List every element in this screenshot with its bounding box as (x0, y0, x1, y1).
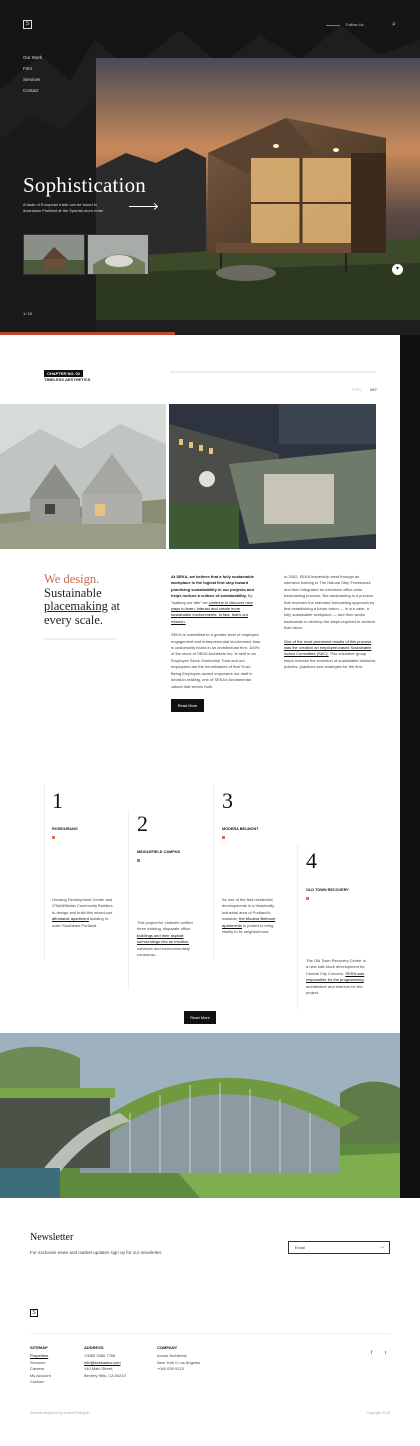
heading-link[interactable]: placemaking (44, 599, 108, 613)
email-placeholder: Email (295, 1245, 306, 1250)
project-number: 1 (52, 788, 63, 813)
project-number: 2 (137, 811, 148, 836)
email-field[interactable] (288, 1241, 390, 1254)
project-marker-icon (52, 836, 55, 839)
newsletter-section (0, 1218, 420, 1278)
sitemap-item-services[interactable]: Services (30, 1359, 46, 1365)
search-icon[interactable]: ⌕ (392, 21, 396, 28)
hero-description: A taste of European trade can be found in downtown Portland at the Spanish-born hotel (23, 202, 103, 214)
sitemap-item-properties[interactable]: Properties (30, 1353, 49, 1358)
desc-text: This project for LinkedIn unified three existing, disparate office (137, 920, 193, 932)
campus-aerial-photo (169, 404, 376, 549)
column-1-link[interactable]: continue to discover new ways to learn, interact and create more sustainable environments. In fact, that's our mission. (171, 599, 253, 624)
scroll-down-button[interactable]: ▾ (392, 264, 403, 275)
nav-item-contact[interactable]: Contact (23, 88, 39, 93)
green-roof-building-photo (0, 1033, 400, 1198)
column-1-text: By "walking our talk" we (171, 593, 253, 605)
desc-text: As one of the first residential developments in a historically industrial area of Portland's eastside, (222, 897, 275, 922)
project-title[interactable]: ROSE/URANO (52, 827, 78, 831)
company-list (157, 1353, 200, 1373)
logo[interactable]: S (23, 20, 32, 29)
hero-title: Sophistication (23, 173, 146, 197)
houses-photo (0, 404, 166, 549)
desc-link[interactable]: affordable apartment (52, 916, 89, 922)
prev-button[interactable]: PREV (352, 388, 362, 392)
projects-read-more-button[interactable]: Read More (184, 1011, 216, 1024)
address-list (84, 1353, 126, 1379)
facebook-icon[interactable]: f (371, 1350, 373, 1355)
hero-section (0, 0, 420, 335)
company-phone[interactable]: +040 039 9123 (157, 1366, 184, 1371)
footer-divider (30, 1333, 390, 1334)
email-link[interactable]: info@seekadeu.com (84, 1359, 121, 1365)
address-heading: ADDRESS (84, 1345, 104, 1350)
heading-accent: We design. (44, 572, 100, 586)
twitter-icon[interactable]: t (385, 1350, 387, 1355)
desc-link[interactable]: SERA was responsible for the programming (306, 970, 365, 983)
next-button[interactable]: NXT (370, 388, 377, 392)
project-title[interactable]: OLD TOWN RECOVERY (306, 888, 349, 892)
project-number: 4 (306, 848, 317, 873)
desc-text: architecture and interiors for the project. (306, 983, 363, 996)
column-divider (297, 845, 298, 1010)
nav-item-services[interactable]: Services (23, 77, 41, 82)
desc-text: cohesive and environmentally conscious... (137, 945, 190, 958)
project-description (137, 920, 199, 958)
sitemap-item-account[interactable]: My Account (30, 1372, 51, 1378)
project-description (52, 897, 114, 929)
newsletter-title: Newsletter (30, 1232, 74, 1243)
heading-underline-bar (44, 638, 116, 640)
philosophy-heading (44, 573, 144, 627)
header-divider (326, 25, 340, 26)
nav-item-firm[interactable]: Firm (23, 66, 32, 71)
projects-section (0, 750, 420, 1033)
next-arrow-icon[interactable] (129, 206, 157, 207)
philosophy-section (0, 335, 420, 750)
street-address: 140 Main Street, (84, 1366, 114, 1371)
main-nav (23, 55, 42, 99)
footer (0, 1278, 420, 1446)
phone-number[interactable]: +0085 3456 7788 (84, 1353, 116, 1358)
company-name: Acone Architects (157, 1353, 187, 1358)
sitemap-item-careers[interactable]: Careers (30, 1366, 45, 1371)
desc-text: building in outer Southeast Portland. (52, 916, 108, 928)
hero-pager: 1/ 18 (23, 311, 32, 316)
company-cities: New York // Los Angeles (157, 1359, 201, 1365)
project-description (306, 958, 368, 996)
desc-text: is poised to bring vitality to its neighborhood. (222, 922, 274, 935)
desc-text: The Old Town Recovery Center is a new half-block development for Central City Concern. (306, 958, 366, 976)
philosophy-column-2 (284, 574, 376, 671)
sitemap-list (30, 1353, 51, 1386)
desc-link[interactable]: the Modera Belmont apartments (222, 916, 276, 928)
project-marker-icon (222, 836, 225, 839)
section-progress-bar (170, 371, 376, 373)
company-heading: COMPANY (157, 1345, 178, 1350)
read-more-button[interactable]: Read More (171, 699, 204, 712)
follow-us-link[interactable]: Follow Us (346, 22, 364, 27)
project-description (222, 897, 284, 935)
project-title[interactable]: MODERA BELMONT (222, 827, 259, 831)
column-divider (213, 785, 214, 960)
column-1-paragraph-2: SEKA is committed to a greater level of employee engagement and entrepreneurial involvement than is customarily found in an architectural firm. 100% of the stock of SEKA Architects Inc. is held in an Employee Stock Ownership Trust and our employees are the beneficiaries of that Trust. Being Employee-owned empowers our staff in decision-making, one of SEKA's fundamental values that serves both. (171, 632, 261, 689)
column-divider (44, 785, 45, 960)
project-title[interactable]: MIDDLEFIELD CAMPUS (137, 850, 181, 854)
heading-line-3: at (107, 599, 121, 613)
project-number: 3 (222, 788, 233, 813)
chapter-label: CHAPTER NO. 02 (44, 370, 83, 377)
footer-logo[interactable]: S (30, 1309, 38, 1317)
desc-text: Housing Development Center and O'Neill/Walsh Community Builders to design and build this mixed-use (52, 897, 113, 915)
right-edge-band (400, 1033, 420, 1198)
project-marker-icon (306, 897, 309, 900)
designer-credit: Website designed by Andrew Polyguin (30, 1411, 90, 1415)
column-divider (128, 810, 129, 990)
sitemap-item-contact[interactable]: Contact (30, 1379, 44, 1384)
nav-item-our-work[interactable]: Our Work (23, 55, 43, 60)
project-marker-icon (137, 859, 140, 862)
column-2-paragraph-1: In 2002, SEKA leadership went through an intensive training in The Natural Step Framework and then integrated an extensive office-wide backcasting process. But backcasting is a process that reverses the standard forecasting approach by first establishing a future vision — in our case, a fully sustainable workplace — and then works backwards to develop the steps required to achieve that vision. (284, 574, 376, 631)
hero-thumbnail-1[interactable] (23, 234, 85, 275)
city-address: Beverly Hills, CA 90210 (84, 1372, 126, 1378)
submit-arrow-icon[interactable]: → (379, 1244, 385, 1250)
newsletter-subtitle: For exclusive news and market updates sign up for our newsletter. (30, 1250, 163, 1255)
column-1-lead: At SEKA, we believe that a fully sustainable workplace is the logical first step toward practicing sustainability in our projects and helps nurture a culture of sustainability. (171, 574, 254, 599)
heading-line-4: every scale. (44, 612, 103, 627)
sitemap-heading: SITEMAP (30, 1345, 48, 1350)
philosophy-column-1 (171, 574, 261, 690)
chapter-subtitle: TIMELESS AESTHETICS (44, 377, 91, 382)
column-2-link[interactable]: One of the most prominent results of this process was the creation an employee-based Sustainable Action Committee (SAC). (284, 638, 372, 657)
desc-link[interactable]: buildings and their asphalt surroundings into an intuitive, (137, 932, 190, 945)
heading-line-2: Sustainable (44, 585, 102, 600)
hero-thumbnail-2[interactable] (87, 234, 149, 275)
column-2-rest: This volunteer group helps oversee the evolution of sustainable business policies, practices and strategies for the firm. (284, 651, 376, 670)
copyright: Copyright 2018 (366, 1411, 390, 1415)
